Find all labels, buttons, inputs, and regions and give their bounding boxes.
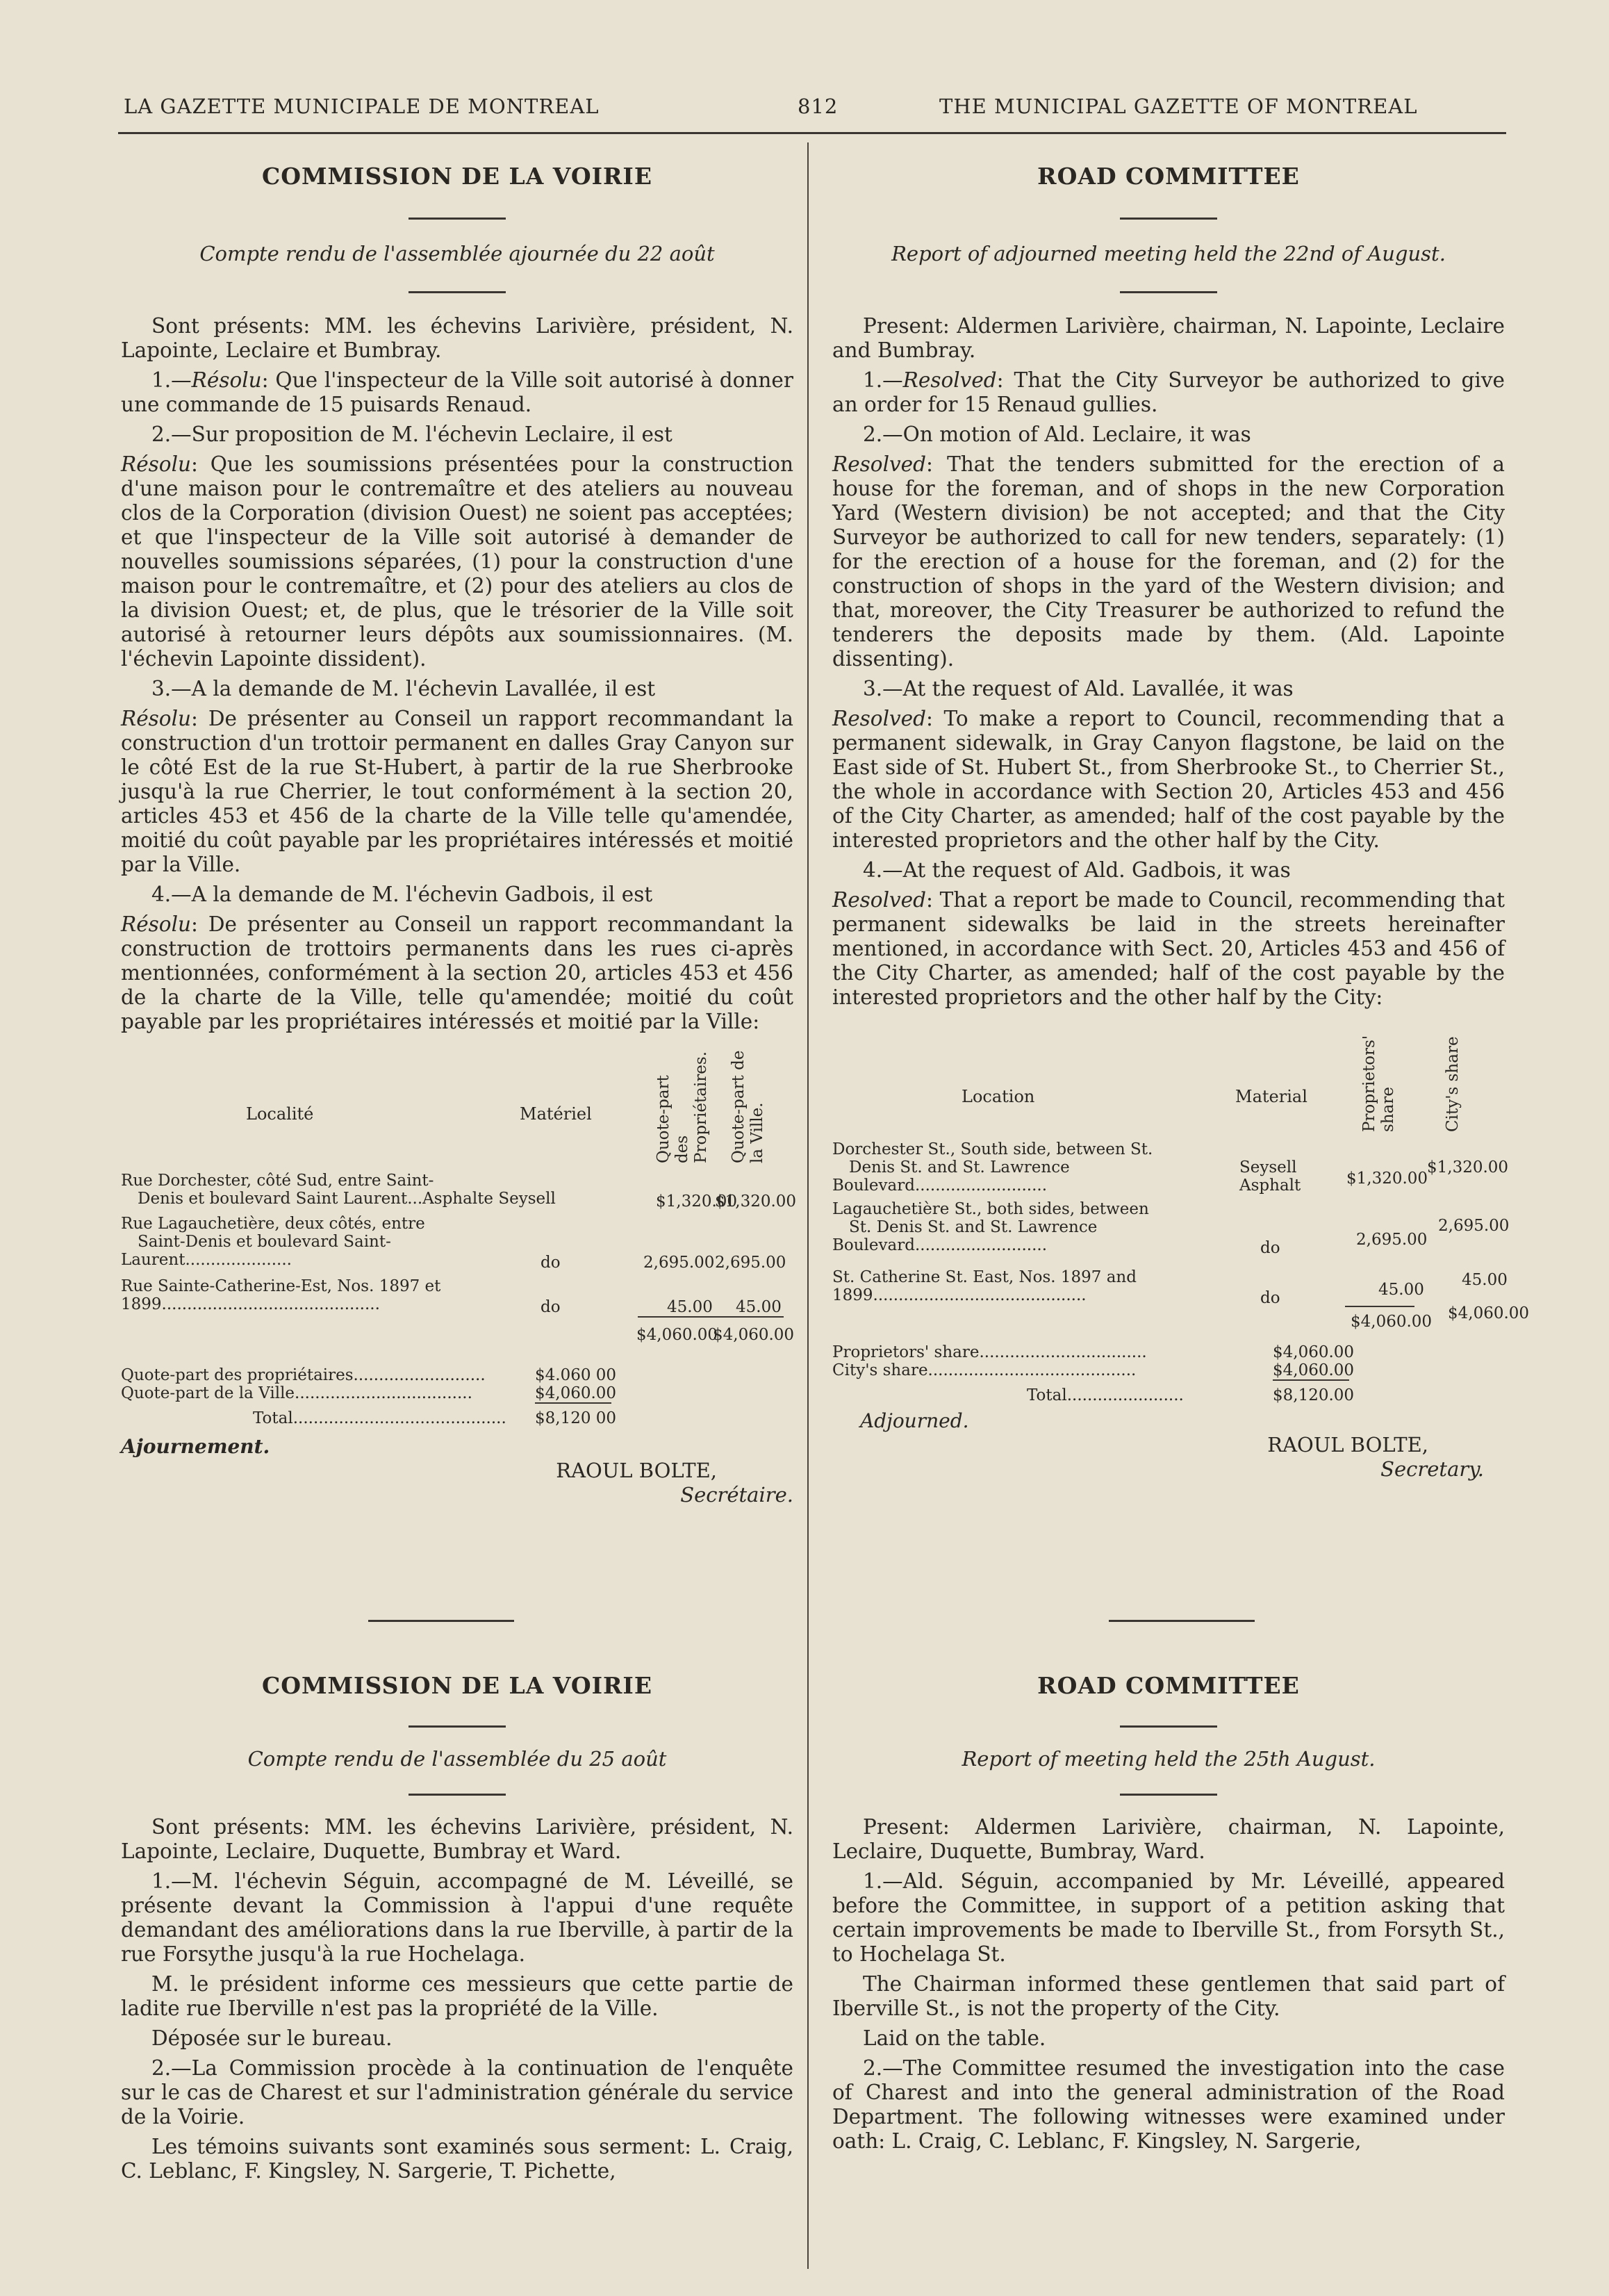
en1-adjournment: Adjourned. <box>860 1409 969 1432</box>
en1-city-share-line: City's share......................................... $4,060.00 <box>832 1361 1355 1379</box>
en2-paragraph-2: The Chairman informed these gentlemen that said part of Iberville St., is not the property of the City. <box>832 1972 1505 2020</box>
en2-present: Present: Aldermen Larivière, chairman, N. Lapointe, Leclaire, Duquette, Bumbray, Ward. <box>832 1815 1505 1863</box>
fr1-resolution-2: Résolu: Que les soumissions présentées pour la construction d'une maison pour le contremaître et des ateliers au nouveau clos de la Corporation (division Ouest) ne soient pas acceptées; et que l'inspecteur de la Ville soit autorisé à demander de nouvelles soumissions séparées, (1) pour la construction d'une maison pour le contremaître, et (2) pour des ateliers au clos de la division Ouest; et, de plus, que le trésorier de la Ville soit autorisé à retourner leurs dépôts aux soumissionnaires. (M. l'échevin Lapointe dissident). <box>121 452 793 671</box>
fr1-title-rule <box>409 218 506 220</box>
fr1-subtitle: Compte rendu de l'assemblée ajournée du 22 août <box>199 242 715 265</box>
en2-paragraph-4: 2.—The Committee resumed the investigation into the case of Charest and into the general administration of the Road Department. The following witnesses were examined under oath: L. Craig, C. Leblanc, F. Kingsley, N. Sargerie, <box>832 2056 1505 2153</box>
fr1-col-materiel: Matériel <box>520 1104 592 1124</box>
fr1-resolution-4: Résolu: De présenter au Conseil un rapport recommandant la construction de trottoirs permanents dans les rues ci-après mentionnées, conformément à la section 20, articles 453 et 456 de la charte de la Ville, telle qu'amendée; moitié du coût payable par les propriétaires intéressés et moitié par la Ville: <box>121 912 793 1033</box>
fr1-adjournment: Ajournement. <box>121 1435 270 1458</box>
table-row: Rue Lagauchetière, deux côtés, entre Saint-Denis et boulevard Saint-Laurent..................... do 2,695.00 2,695.00 <box>121 1215 786 1272</box>
en1-col-material: Material <box>1235 1087 1307 1106</box>
en1-resolution-3: Resolved: To make a report to Council, recommending that a permanent sidewalk, in Gray Canyon flagstone, be laid on the East side of St. Hubert St., from Sherbrooke St., to Cherrier St., the whole in accordance with Section 20, Articles 453 and 456 of the City Charter, as amended; half of the cost payable by the interested proprietors and the other half by the City. <box>832 707 1505 852</box>
en1-resolution-1: 1.—Resolved: That the City Surveyor be authorized to give an order for 15 Renaud gullies. <box>832 368 1505 416</box>
en2-paragraph-1: 1.—Ald. Séguin, accompanied by Mr. Léveillé, appeared before the Committee, in support of a petition asking that certain improvements be made to Iberville St., from Forsyth St., to Hochelaga St. <box>832 1869 1505 1966</box>
en1-title: ROAD COMMITTEE <box>1037 163 1300 190</box>
fr1-table-header <box>121 1040 793 1172</box>
fr2-paragraph-3: Déposée sur le bureau. <box>151 2026 393 2050</box>
en1-resolution-3-intro: 3.—At the request of Ald. Lavallée, it was <box>863 677 1294 700</box>
en2-subtitle: Report of meeting held the 25th August. <box>962 1747 1376 1771</box>
en1-present: Present: Aldermen Larivière, chairman, N. Lapointe, Leclaire and Bumbray. <box>832 314 1505 362</box>
fr1-city-share-line: Quote-part de la Ville................................... $4,060.00 <box>121 1384 617 1402</box>
english-column <box>832 163 1530 1482</box>
en-section-separator <box>1109 1620 1255 1622</box>
en1-table-header <box>832 1015 1505 1140</box>
en1-col-location: Location <box>962 1087 1035 1106</box>
fr1-signature-name: RAOUL BOLTE, <box>556 1459 717 1482</box>
running-head-english: THE MUNICIPAL GAZETTE OF MONTREAL <box>939 95 1418 118</box>
fr1-col-city-share: Quote-part de la Ville. <box>729 1050 766 1163</box>
en1-col-city-share: City's share <box>1444 1036 1462 1132</box>
running-head-french: LA GAZETTE MUNICIPALE DE MONTREAL <box>124 95 600 118</box>
en1-subtitle-rule <box>1120 291 1217 293</box>
fr2-title: COMMISSION DE LA VOIRIE <box>261 1672 653 1699</box>
fr2-title-rule <box>409 1725 506 1728</box>
fr2-paragraph-1: 1.—M. l'échevin Séguin, accompagné de M. Léveillé, se présente devant la Commission à l'appui d'une requête demandant des améliorations dans la rue Iberville, à partir de la rue Forsythe jusqu'à la rue Hochelaga. <box>121 1869 793 1966</box>
en2-title-rule <box>1120 1725 1217 1728</box>
page-number: 812 <box>798 95 839 118</box>
fr2-paragraph-5: Les témoins suivants sont examinés sous serment: L. Craig, C. Leblanc, F. Kingsley, N. Sargerie, T. Pichette, <box>121 2135 793 2183</box>
english-column-lower <box>832 1673 1505 2159</box>
fr1-total-line: Total.......................................... $8,120 00 <box>253 1409 617 1427</box>
table-totals: $4,060.00 $4,060.00 <box>121 1320 793 1363</box>
header-rule <box>118 132 1506 134</box>
table-row: Dorchester St., South side, between St. Denis St. and St. Lawrence Boulevard.......................... Seysell Asphalt $1,320.00 $1,320.00 <box>832 1140 1509 1195</box>
fr2-paragraph-2: M. le président informe ces messieurs que cette partie de ladite rue Iberville n'est pas la propriété de la Ville. <box>121 1972 793 2020</box>
fr1-col-localite: Localité <box>246 1104 314 1124</box>
fr1-col-owners-share: Quote-part des Propriétaires. <box>654 1051 710 1163</box>
fr1-resolution-3-intro: 3.—A la demande de M. l'échevin Lavallée, il est <box>151 677 656 700</box>
table-row: Rue Dorchester, côté Sud, entre Saint- Denis et boulevard Saint Laurent...Asphalte Seysell $1,320.00 $1,320.00 <box>121 1172 797 1211</box>
fr-section-separator <box>368 1620 514 1622</box>
en1-resolution-2: Resolved: That the tenders submitted for the erection of a house for the foreman, and of shops in the new Corporation Yard (Western division) be not accepted; and that the City Surveyor be authorized to call for new tenders, separately: (1) for the erection of a house for the foreman, and (2) for the construction of shops in the yard of the Western division; and that, moreover, the City Treasurer be authorized to refund the tenderers the deposits made by them. (Ald. Lapointe dissenting). <box>832 452 1505 671</box>
french-column-lower <box>121 1673 793 2189</box>
fr1-resolution-2-intro: 2.—Sur proposition de M. l'échevin Leclaire, il est <box>151 423 673 446</box>
fr1-subtitle-rule <box>409 291 506 293</box>
en1-resolution-4-intro: 4.—At the request of Ald. Gadbois, it was <box>863 858 1291 882</box>
en1-resolution-4: Resolved: That a report be made to Council, recommending that permanent sidewalks be laid in the streets hereinafter mentioned, in accordance with Sect. 20, Articles 453 and 456 of the City Charter, as amended; half of the cost payable by the interested proprietors and the other half by the City: <box>832 888 1505 1009</box>
fr2-paragraph-4: 2.—La Commission procède à la continuation de l'enquête sur le cas de Charest et sur l'administration générale du service de la Voirie. <box>121 2056 793 2129</box>
table-row: Rue Sainte-Catherine-Est, Nos. 1897 et 1899........................................... do 45.00 45.00 <box>121 1277 782 1316</box>
fr2-subtitle-rule <box>409 1794 506 1796</box>
fr2-present: Sont présents: MM. les échevins Larivière, président, N. Lapointe, Leclaire, Duquette, Bumbray et Ward. <box>121 1815 793 1863</box>
en1-resolution-2-intro: 2.—On motion of Ald. Leclaire, it was <box>863 423 1251 446</box>
fr1-resolution-4-intro: 4.—A la demande de M. l'échevin Gadbois, il est <box>151 883 653 906</box>
en1-total-line: Total....................... $8,120.00 <box>1027 1386 1355 1404</box>
en2-subtitle-rule <box>1120 1794 1217 1796</box>
en1-col-proprietors-share: Proprietors' share <box>1360 1035 1397 1132</box>
fr1-present: Sont présents: MM. les échevins Larivière, président, N. Lapointe, Leclaire et Bumbray. <box>121 314 793 362</box>
fr1-signature-role: Secrétaire. <box>680 1483 793 1507</box>
en2-title: ROAD COMMITTEE <box>1037 1672 1300 1699</box>
table-totals: $4,060.00 $4,060.00 <box>832 1309 1505 1340</box>
table-row: Lagauchetière St., both sides, between St. Denis St. and St. Lawrence Boulevard.......................... do 2,695.00 2,695.00 <box>832 1200 1510 1257</box>
fr1-owners-share-line: Quote-part des propriétaires.......................... $4.060 00 <box>121 1366 617 1384</box>
fr1-resolution-3: Résolu: De présenter au Conseil un rapport recommandant la construction d'un trottoir permanent en dalles Gray Canyon sur le côté Est de la rue St-Hubert, à partir de la rue Sherbrooke jusqu'à la rue Cherrier, le tout conformément à la section 20, articles 453 et 456 de la charte de la Ville telle qu'amendée, moitié du coût payable par les propriétaires intéressés et moitié par la Ville. <box>121 707 793 876</box>
table-row: St. Catherine St. East, Nos. 1897 and 1899.......................................... do 45.00 45.00 <box>832 1268 1508 1307</box>
en1-title-rule <box>1120 218 1217 220</box>
en2-paragraph-3: Laid on the table. <box>863 2026 1046 2050</box>
fr1-resolution-1: 1.—Résolu: Que l'inspecteur de la Ville soit autorisé à donner une commande de 15 puisards Renaud. <box>121 368 793 416</box>
en1-proprietors-share-line: Proprietors' share................................. $4,060.00 <box>832 1343 1355 1361</box>
fr2-subtitle: Compte rendu de l'assemblée du 25 août <box>247 1747 667 1771</box>
en1-signature-role: Secretary. <box>1380 1457 1484 1481</box>
fr-section-1 <box>121 163 797 1507</box>
en1-signature-name: RAOUL BOLTE, <box>1267 1433 1428 1457</box>
column-divider <box>807 142 809 2269</box>
fr1-title: COMMISSION DE LA VOIRIE <box>261 163 653 190</box>
en1-subtitle: Report of adjourned meeting held the 22nd of August. <box>891 242 1446 265</box>
